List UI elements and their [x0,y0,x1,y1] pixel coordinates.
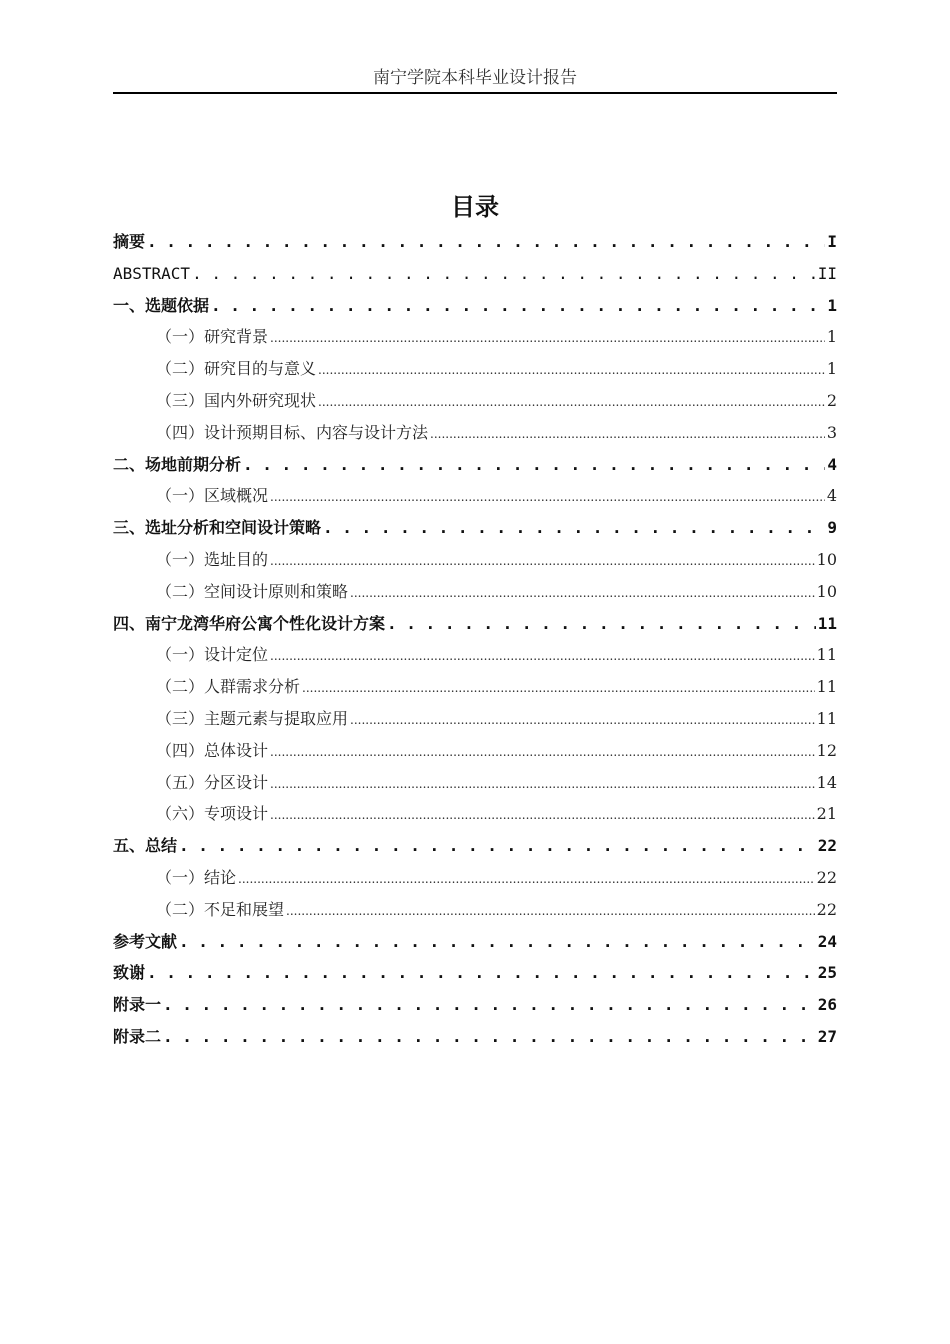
toc-entry-label: （四）设计预期目标、内容与设计方法 [156,422,429,442]
dot-leader [318,385,825,419]
toc-entry[interactable] [113,989,837,1021]
dot-leader [243,449,825,481]
toc-entry-label: （一）结论 [156,867,237,887]
toc-entry-label: （二）空间设计原则和策略 [156,581,349,601]
toc-entry[interactable] [113,671,837,703]
toc-entry-page-number: 14 [816,772,837,792]
dot-leader [387,608,816,640]
toc-entry[interactable] [113,258,837,290]
toc-entry-page-number: 11 [817,613,837,633]
toc-entry-label: （一）选址目的 [156,549,269,569]
dot-leader [286,894,815,928]
dot-leader [323,512,825,544]
toc-entry[interactable] [113,639,837,671]
toc-entry[interactable] [113,544,837,576]
toc-entry[interactable] [113,417,837,449]
toc-entry[interactable] [113,1021,837,1053]
toc-entry[interactable] [113,926,837,958]
header-title: 南宁学院本科毕业设计报告 [373,68,577,88]
toc-entry-page-number: 10 [816,581,837,601]
toc-entry[interactable] [113,767,837,799]
toc-entry[interactable] [113,385,837,417]
toc-entry-page-number: 12 [816,740,837,760]
dot-leader [179,830,816,862]
toc-entry-label: （一）区域概况 [156,486,269,506]
dot-leader [163,1021,816,1053]
toc-entry-page-number: 25 [817,963,837,983]
dot-leader [147,226,825,258]
toc-entry-label: （二）研究目的与意义 [156,359,317,379]
toc-entry-label: 附录一 [113,995,162,1015]
toc-entry[interactable] [113,862,837,894]
toc-entry-label: 致谢 [113,963,146,983]
toc-entry[interactable] [113,512,837,544]
toc-entry-label: 五、总结 [113,836,178,856]
dot-leader [350,703,815,737]
toc-entry-label: 二、场地前期分析 [113,454,242,474]
dot-leader [270,544,815,578]
toc-entry[interactable] [113,735,837,767]
toc-entry-page-number: 22 [817,836,837,856]
toc-entry[interactable] [113,449,837,481]
toc-entry-page-number: 11 [816,708,837,728]
toc-entry-label: （一）设计定位 [156,645,269,665]
toc-entry-page-number: 4 [827,454,837,474]
toc-entry-page-number: 27 [817,1026,837,1046]
toc-entry-label: 一、选题依据 [113,295,210,315]
toc-entry-page-number: I [827,232,837,251]
toc-entry[interactable] [113,576,837,608]
page-header [113,66,837,94]
toc-entry-page-number: 1 [827,295,837,315]
toc-entry-page-number: 4 [826,486,837,506]
toc-entry[interactable] [113,703,837,735]
toc-entry[interactable] [113,290,837,322]
toc-entry[interactable] [113,608,837,640]
dot-leader [318,353,825,387]
dot-leader [350,576,815,610]
toc-entry[interactable] [113,353,837,385]
toc-entry-page-number: 26 [817,995,837,1015]
toc-entry-page-number: 3 [826,422,837,442]
dot-leader [302,671,815,705]
dot-leader [270,321,825,355]
toc-entry-label: 参考文献 [113,931,178,951]
toc-entry-page-number: 1 [826,327,837,347]
toc-entry-page-number: 22 [816,867,837,887]
toc-entry-label: ABSTRACT [113,263,191,283]
toc-entry-page-number: 1 [826,359,837,379]
toc-entry-label: 摘要 [113,232,146,251]
toc-entry[interactable] [113,798,837,830]
toc-entry-label: 附录二 [113,1026,162,1046]
dot-leader [238,862,815,896]
dot-leader [211,290,825,322]
toc-entry-page-number: 10 [816,549,837,569]
dot-leader [270,639,815,673]
dot-leader [147,957,816,989]
toc-entry[interactable] [113,226,837,258]
dot-leader [270,798,815,832]
toc-entry-label: （三）国内外研究现状 [156,390,317,410]
toc-entry-label: 三、选址分析和空间设计策略 [113,518,322,538]
dot-leader [270,767,815,801]
dot-leader [270,735,815,769]
toc-entry-label: （二）人群需求分析 [156,677,301,697]
toc-entry-page-number: 24 [817,931,837,951]
toc-entry-page-number: 9 [827,518,837,538]
toc-entry-label: （五）分区设计 [156,772,269,792]
table-of-contents [113,226,837,1053]
toc-entry-label: 四、南宁龙湾华府公寓个性化设计方案 [113,613,386,633]
toc-entry-label: （四）总体设计 [156,740,269,760]
dot-leader [192,258,816,290]
toc-entry-page-number: 22 [816,899,837,919]
toc-entry-page-number: 11 [816,677,837,697]
toc-entry[interactable] [113,894,837,926]
dot-leader [270,480,825,514]
toc-entry[interactable] [113,321,837,353]
toc-entry-label: （六）专项设计 [156,804,269,824]
toc-entry[interactable] [113,480,837,512]
dot-leader [179,926,816,958]
toc-entry-label: （二）不足和展望 [156,899,285,919]
toc-entry[interactable] [113,957,837,989]
toc-entry-page-number: 21 [816,804,837,824]
dot-leader [430,417,825,451]
toc-entry-page-number: 2 [826,390,837,410]
toc-entry-page-number: II [817,263,837,283]
toc-entry[interactable] [113,830,837,862]
toc-title: 目录 [451,193,499,221]
toc-entry-label: （三）主题元素与提取应用 [156,708,349,728]
toc-entry-label: （一）研究背景 [156,327,269,347]
dot-leader [163,989,816,1021]
toc-entry-page-number: 11 [816,645,837,665]
